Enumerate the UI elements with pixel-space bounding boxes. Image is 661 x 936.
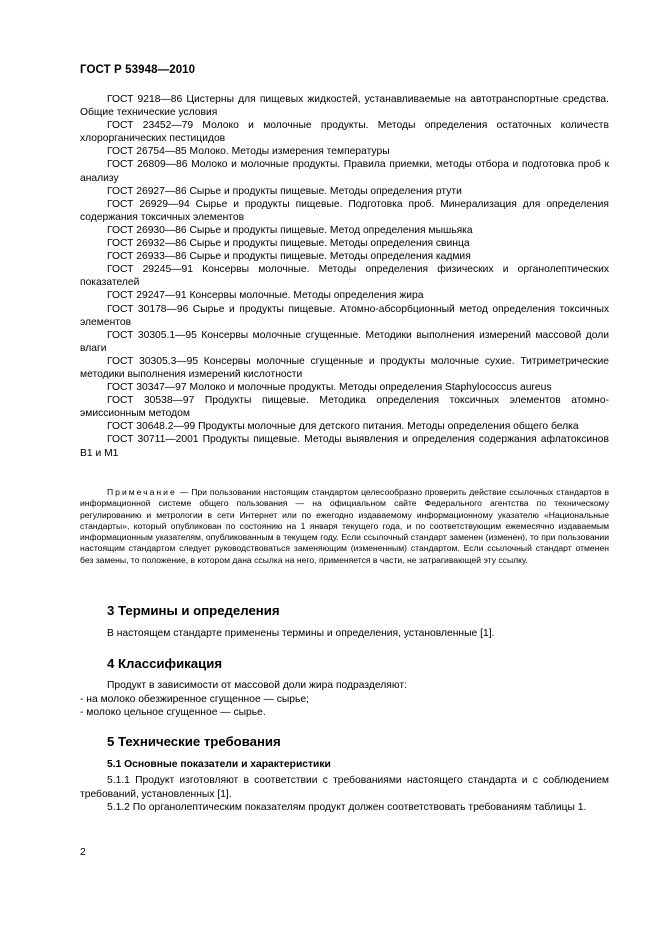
section-3-heading: 3 Термины и определения [107,603,280,618]
note-label: Примечание [107,487,177,497]
section-3-text: В настоящем стандарте применены термины и определения, установленные [1]. [107,628,495,639]
reference-item: ГОСТ 26809—86 Молоко и молочные продукты. Правила приемки, методы отбора и подготовка проб к анализу [80,159,609,184]
reference-item: ГОСТ 26933—86 Сырье и продукты пищевые. Методы определения кадмия [107,251,471,263]
normative-references-list [80,93,609,460]
reference-item: ГОСТ 30538—97 Продукты пищевые. Методика определения токсичных элементов атомно-эмиссионным методом [80,395,609,420]
reference-item: ГОСТ 29245—91 Консервы молочные. Методы определения физических и органолептических показателей [80,264,609,289]
reference-item: ГОСТ 26930—86 Сырье и продукты пищевые. Метод определения мышьяка [107,224,473,236]
reference-item: ГОСТ 29247—91 Консервы молочные. Методы определения жира [107,290,424,302]
reference-item: ГОСТ 30711—2001 Продукты пищевые. Методы выявления и определения содержания афлатоксинов В1 и М1 [80,434,609,459]
paragraph-5-1-2: 5.1.2 По органолептическим показателям продукт должен соответствовать требованиям таблицы 1. [107,802,587,813]
subsection-5-1-heading: 5.1 Основные показатели и характеристики [107,759,331,770]
references-note [80,487,609,566]
reference-item: ГОСТ 26754—85 Молоко. Методы измерения температуры [107,146,390,158]
list-item: - молоко цельное сгущенное — сырье. [80,707,266,719]
reference-item: ГОСТ 23452—79 Молоко и молочные продукты. Методы определения остаточных количеств хлорорганических пестицидов [80,120,609,145]
section-4-heading: 4 Классификация [107,656,223,671]
reference-item: ГОСТ 30305.1—95 Консервы молочные сгущенные. Методики выполнения измерений массовой доли влаги [80,329,609,354]
list-item: - на молоко обезжиренное сгущенное — сырье; [80,693,309,705]
reference-item: ГОСТ 30648.2—99 Продукты молочные для детского питания. Методы определения общего белка [107,421,579,433]
reference-item: ГОСТ 30347—97 Молоко и молочные продукты. Методы определения Staphylococcus aureus [107,382,552,394]
reference-item: ГОСТ 26932—86 Сырье и продукты пищевые. Методы определения свинца [107,238,470,250]
reference-item: ГОСТ 9218—86 Цистерны для пищевых жидкостей, устанавливаемые на автотранспортные средства. Общие технические условия [80,94,609,119]
section-4-intro: Продукт в зависимости от массовой доли жира подразделяют: [107,680,407,691]
reference-item: ГОСТ 30178—96 Сырье и продукты пищевые. Атомно-абсорбционный метод определения токсичных элементов [80,303,609,328]
section-4-body [80,679,609,720]
document-header: ГОСТ Р 53948—2010 [80,64,196,76]
section-5-heading: 5 Технические требования [107,734,281,749]
reference-item: ГОСТ 26927—86 Сырье и продукты пищевые. Методы определения ртути [107,185,462,197]
paragraph-5-1-1: 5.1.1 Продукт изготовляют в соответствии с требованиями настоящего стандарта и с соблюдением требований, установленных [1]. [80,775,609,800]
reference-item: ГОСТ 30305.3—95 Консервы молочные сгущенные и продукты молочные сухие. Титриметрические методики выполнения измерений кислотности [80,355,609,380]
reference-item: ГОСТ 26929—94 Сырье и продукты пищевые. Подготовка проб. Минерализация для определения содержания токсичных элементов [80,198,609,223]
note-text: — При пользовании настоящим стандартом целесообразно проверить действие ссылочных стандартов в информационной системе общего пользования — на официальном сайте Федерального агентства по техническому регулированию и метрологии в сети Интернет или по ежегодно издаваемому информационному указателю «Национальные стандарты», который опубликован по состоянию на 1 января текущего года, и по соответствующим ежемесячно издаваемым информационным указателям, опубликованным в текущем году. Если ссылочный стандарт заменен (изменен), то при пользовании настоящим стандартом следует руководствоваться заменяющим (измененным) стандартом. Если ссылочный стандарт отменен без замены, то положение, в котором дана ссылка на него, применяется в части, не затрагивающей эту ссылку. [80,487,610,565]
page-number: 2 [80,847,86,858]
